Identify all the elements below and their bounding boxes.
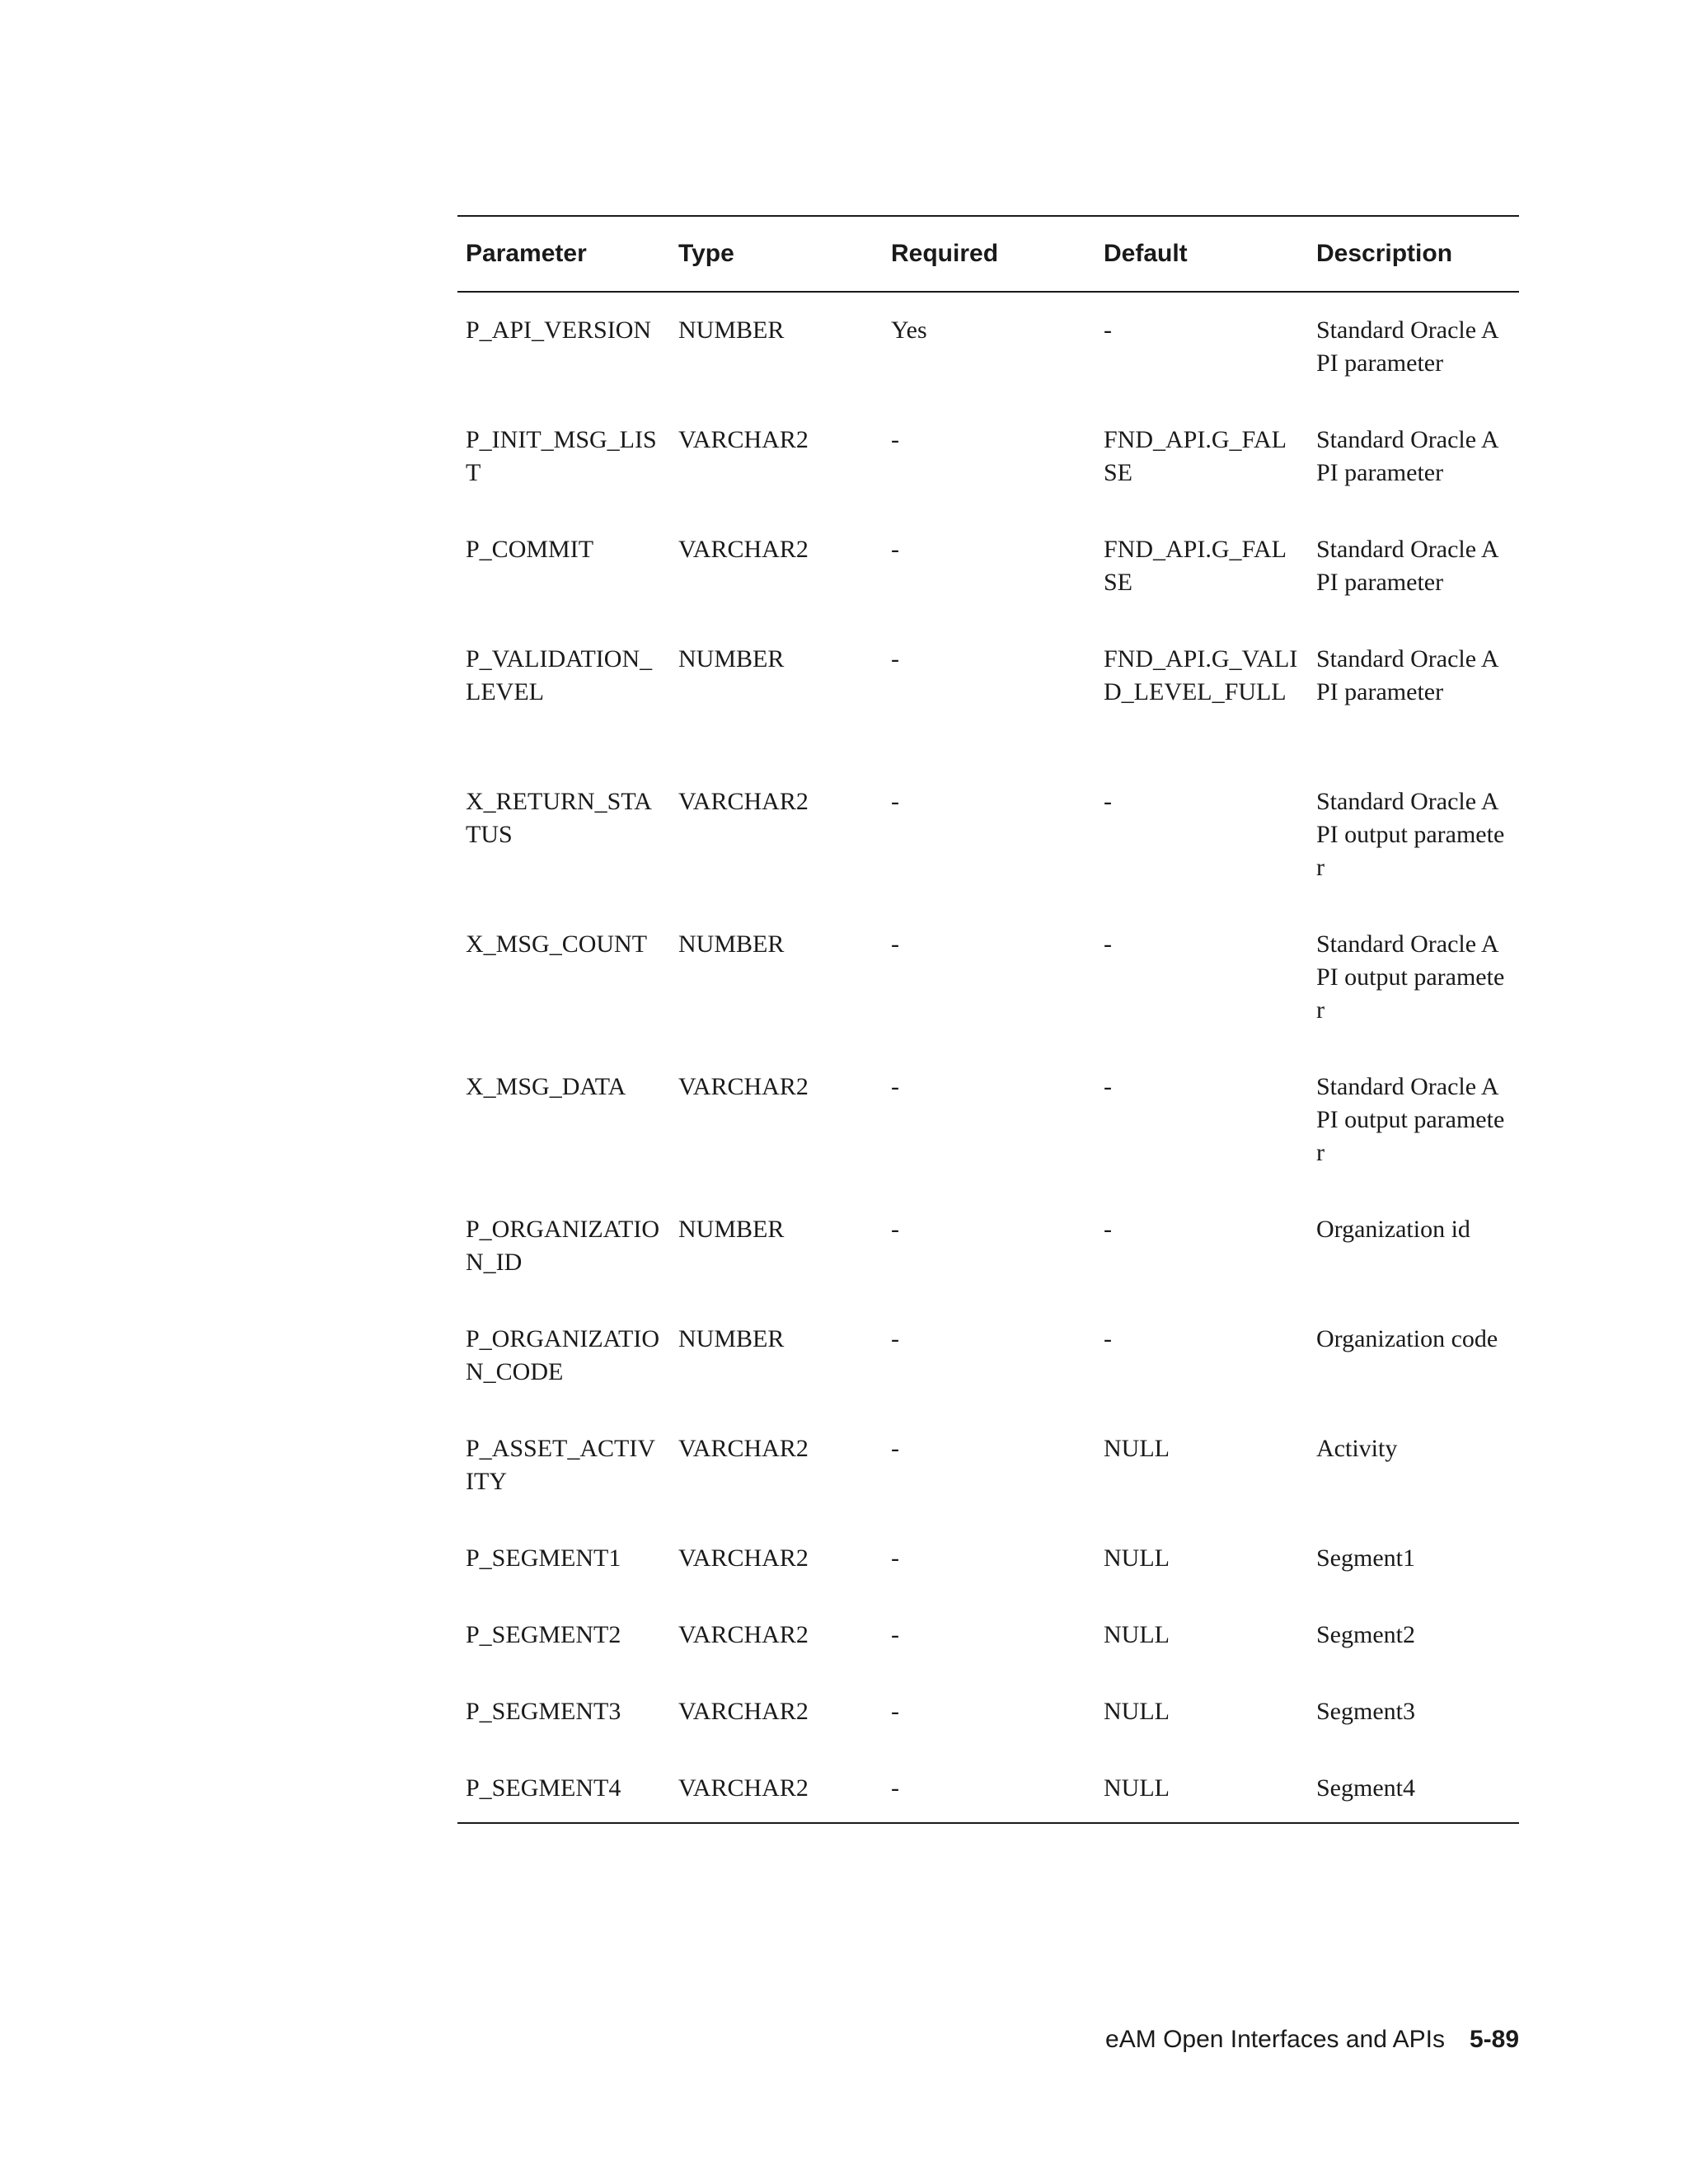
cell-type: NUMBER xyxy=(678,316,785,344)
cell-required: - xyxy=(891,1774,899,1802)
cell-required: - xyxy=(891,1544,899,1572)
cell-parameter: P_ASSET_ACTIVITY xyxy=(466,1435,656,1495)
cell-parameter: P_COMMIT xyxy=(466,536,594,563)
cell-default: - xyxy=(1104,316,1112,344)
cell-type: VARCHAR2 xyxy=(678,1073,809,1100)
cell-required: - xyxy=(891,536,899,563)
cell-type: NUMBER xyxy=(678,930,785,958)
cell-description: Standard Oracle API parameter xyxy=(1316,316,1499,377)
cell-required: - xyxy=(891,1621,899,1648)
cell-parameter: X_RETURN_STATUS xyxy=(466,788,652,848)
cell-required: - xyxy=(891,930,899,958)
column-header-type: Type xyxy=(678,240,734,267)
table-row xyxy=(457,1597,1519,1674)
cell-parameter: P_SEGMENT1 xyxy=(466,1544,621,1572)
table-row xyxy=(457,292,1519,402)
column-header-required: Required xyxy=(891,240,999,267)
cell-parameter: X_MSG_COUNT xyxy=(466,930,648,958)
cell-description: Segment2 xyxy=(1316,1621,1415,1648)
cell-required: - xyxy=(891,1216,899,1243)
cell-default: NULL xyxy=(1104,1544,1170,1572)
cell-description: Segment4 xyxy=(1316,1774,1415,1802)
table-row xyxy=(457,621,1519,764)
cell-parameter: P_SEGMENT3 xyxy=(466,1698,621,1725)
cell-parameter: P_API_VERSION xyxy=(466,316,652,344)
cell-parameter: X_MSG_DATA xyxy=(466,1073,626,1100)
cell-description: Segment3 xyxy=(1316,1698,1415,1725)
cell-default: FND_API.G_FALSE xyxy=(1104,536,1287,596)
cell-type: NUMBER xyxy=(678,1216,785,1243)
table-row xyxy=(457,1411,1519,1521)
cell-parameter: P_VALIDATION_LEVEL xyxy=(466,645,653,705)
cell-description: Activity xyxy=(1316,1435,1398,1462)
cell-type: VARCHAR2 xyxy=(678,536,809,563)
table-body xyxy=(457,292,1519,1823)
cell-type: VARCHAR2 xyxy=(678,1774,809,1802)
cell-default: NULL xyxy=(1104,1698,1170,1725)
table-row xyxy=(457,1750,1519,1823)
table-row xyxy=(457,1521,1519,1597)
cell-parameter: P_ORGANIZATION_ID xyxy=(466,1216,659,1276)
cell-default: - xyxy=(1104,788,1112,815)
cell-parameter: P_ORGANIZATION_CODE xyxy=(466,1325,659,1385)
cell-default: - xyxy=(1104,930,1112,958)
cell-type: VARCHAR2 xyxy=(678,1621,809,1648)
cell-parameter: P_SEGMENT4 xyxy=(466,1774,621,1802)
cell-description: Standard Oracle API output parameter xyxy=(1316,788,1505,881)
cell-description: Standard Oracle API output parameter xyxy=(1316,930,1505,1024)
cell-type: NUMBER xyxy=(678,1325,785,1352)
table-row xyxy=(457,1674,1519,1750)
cell-description: Standard Oracle API parameter xyxy=(1316,426,1499,486)
cell-parameter: P_INIT_MSG_LIST xyxy=(466,426,657,486)
table-header-row xyxy=(457,216,1519,292)
cell-default: FND_API.G_VALID_LEVEL_FULL xyxy=(1104,645,1298,705)
cell-default: NULL xyxy=(1104,1774,1170,1802)
cell-type: VARCHAR2 xyxy=(678,1698,809,1725)
cell-required: - xyxy=(891,1073,899,1100)
table-row xyxy=(457,402,1519,512)
cell-required: - xyxy=(891,426,899,453)
cell-description: Organization id xyxy=(1316,1216,1470,1243)
cell-required: - xyxy=(891,645,899,673)
cell-description: Standard Oracle API parameter xyxy=(1316,536,1499,596)
page-number: 5-89 xyxy=(1469,2026,1519,2053)
cell-parameter: P_SEGMENT2 xyxy=(466,1621,621,1648)
cell-description: Segment1 xyxy=(1316,1544,1415,1572)
parameter-table xyxy=(457,215,1519,1824)
cell-required: - xyxy=(891,1698,899,1725)
table-row xyxy=(457,764,1519,907)
table-row xyxy=(457,1192,1519,1301)
cell-default: - xyxy=(1104,1216,1112,1243)
table-row xyxy=(457,1301,1519,1411)
table-row xyxy=(457,907,1519,1049)
cell-required: - xyxy=(891,1325,899,1352)
cell-description: Standard Oracle API output parameter xyxy=(1316,1073,1505,1166)
parameter-table-container xyxy=(457,215,1519,1824)
cell-default: - xyxy=(1104,1073,1112,1100)
cell-type: VARCHAR2 xyxy=(678,1544,809,1572)
cell-required: Yes xyxy=(891,316,927,344)
cell-type: NUMBER xyxy=(678,645,785,673)
cell-default: - xyxy=(1104,1325,1112,1352)
cell-type: VARCHAR2 xyxy=(678,1435,809,1462)
cell-default: FND_API.G_FALSE xyxy=(1104,426,1287,486)
column-header-default: Default xyxy=(1104,240,1188,267)
cell-default: NULL xyxy=(1104,1435,1170,1462)
cell-default: NULL xyxy=(1104,1621,1170,1648)
cell-type: VARCHAR2 xyxy=(678,788,809,815)
table-row xyxy=(457,512,1519,621)
page-footer xyxy=(907,2026,1519,2054)
column-header-description: Description xyxy=(1316,240,1453,267)
cell-required: - xyxy=(891,1435,899,1462)
cell-description: Standard Oracle API parameter xyxy=(1316,645,1499,705)
footer-title: eAM Open Interfaces and APIs xyxy=(1105,2026,1445,2053)
cell-type: VARCHAR2 xyxy=(678,426,809,453)
column-header-parameter: Parameter xyxy=(466,240,587,267)
cell-description: Organization code xyxy=(1316,1325,1498,1352)
table-row xyxy=(457,1049,1519,1192)
cell-required: - xyxy=(891,788,899,815)
